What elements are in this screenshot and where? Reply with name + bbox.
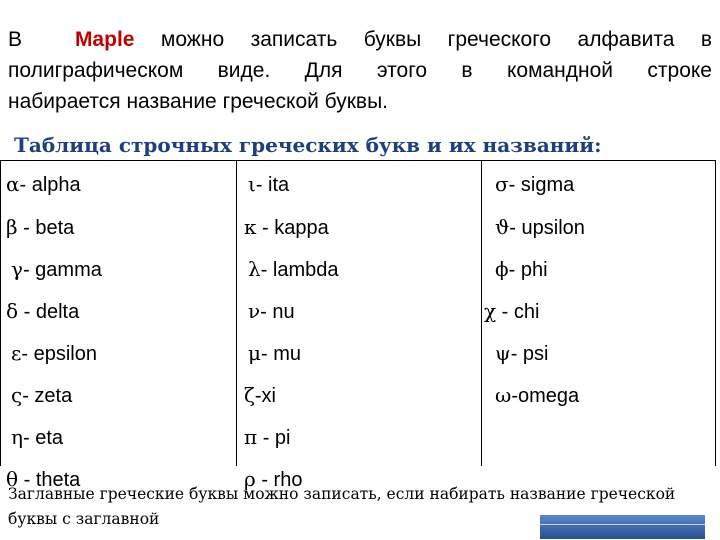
table-cell xyxy=(481,333,717,373)
greek-name: - psi xyxy=(510,343,549,365)
greek-symbol: ϑ xyxy=(495,215,510,239)
footnote: Заглавные греческие буквы можно записать, если набирать название греческой буквы с заглавной xyxy=(8,485,676,528)
greek-symbol: ς xyxy=(11,383,23,407)
table-column-1 xyxy=(1,161,237,491)
greek-symbol: μ xyxy=(248,341,261,365)
table-cell xyxy=(1,375,236,415)
greek-symbol: π xyxy=(244,425,258,449)
greek-symbol: ε xyxy=(11,341,22,365)
greek-name: - eta xyxy=(22,427,64,449)
table-cell xyxy=(481,164,717,204)
greek-name: - nu xyxy=(260,301,295,323)
table-cell xyxy=(481,291,717,331)
greek-symbol: χ xyxy=(484,299,497,323)
table-cell xyxy=(1,333,236,373)
intro-paragraph xyxy=(8,24,712,117)
greek-symbol: η xyxy=(11,425,23,449)
intro-word-start: В xyxy=(8,28,23,51)
greek-name: - phi xyxy=(508,259,548,281)
greek-symbol: ρ xyxy=(244,467,256,491)
greek-name: - zeta xyxy=(22,385,73,407)
greek-name: - delta xyxy=(18,301,80,323)
table-cell xyxy=(236,333,481,373)
greek-symbol: δ xyxy=(6,299,19,323)
greek-symbol: ι xyxy=(248,172,256,196)
table-cell xyxy=(481,249,717,289)
table-title: Таблица строчных греческих букв и их названий: xyxy=(14,133,602,157)
greek-symbol: λ xyxy=(248,257,261,281)
greek-name: -omega xyxy=(511,385,580,407)
table-cell xyxy=(236,375,481,415)
table-cell xyxy=(236,164,481,204)
greek-symbol: ϕ xyxy=(495,257,509,281)
table-cell xyxy=(236,207,481,247)
table-cell xyxy=(1,207,236,247)
greek-name: - chi xyxy=(496,301,540,323)
maple-keyword: Maple xyxy=(74,28,135,51)
greek-name: - pi xyxy=(257,427,291,449)
greek-symbol: γ xyxy=(11,257,23,281)
greek-name: - sigma xyxy=(508,174,575,196)
table-cell xyxy=(1,417,236,457)
greek-name: - mu xyxy=(261,343,301,365)
table-cell xyxy=(1,291,236,331)
table-cell xyxy=(1,164,236,204)
table-cell xyxy=(236,249,481,289)
table-cell xyxy=(236,291,481,331)
table-cell xyxy=(1,249,236,289)
greek-name: - gamma xyxy=(22,259,102,281)
greek-name: -xi xyxy=(254,385,276,407)
greek-symbol: θ xyxy=(6,467,19,491)
greek-name: - lambda xyxy=(260,259,339,281)
greek-name: - alpha xyxy=(19,174,81,196)
greek-name: - upsilon xyxy=(509,217,585,239)
greek-letters-table xyxy=(0,160,716,491)
greek-name: - kappa xyxy=(256,217,329,239)
greek-symbol: α xyxy=(6,172,20,196)
table-column-3 xyxy=(481,161,717,466)
greek-symbol: κ xyxy=(244,215,257,239)
table-cell xyxy=(481,375,717,415)
greek-name: - ita xyxy=(255,174,290,196)
greek-name: - theta xyxy=(18,469,81,491)
greek-name: - rho xyxy=(255,469,303,491)
intro-line-1 xyxy=(8,24,712,55)
greek-symbol: ψ xyxy=(495,341,511,365)
greek-name: - epsilon xyxy=(21,343,97,365)
table-column-2 xyxy=(236,161,482,491)
table-cell xyxy=(481,207,717,247)
decorative-bar xyxy=(540,515,705,539)
greek-symbol: ζ xyxy=(244,383,255,407)
greek-symbol: β xyxy=(6,215,18,239)
greek-name: - beta xyxy=(17,217,75,239)
greek-symbol: ω xyxy=(495,383,512,407)
greek-symbol: σ xyxy=(495,172,509,196)
intro-line-1-rest: можно записать буквы греческого алфавита в xyxy=(160,28,713,51)
greek-symbol: ν xyxy=(248,299,261,323)
intro-line-2: полиграфическом виде. Для этого в командной строке xyxy=(8,59,712,82)
intro-line-3: набирается название греческой буквы. xyxy=(8,90,389,113)
table-cell xyxy=(236,417,481,457)
